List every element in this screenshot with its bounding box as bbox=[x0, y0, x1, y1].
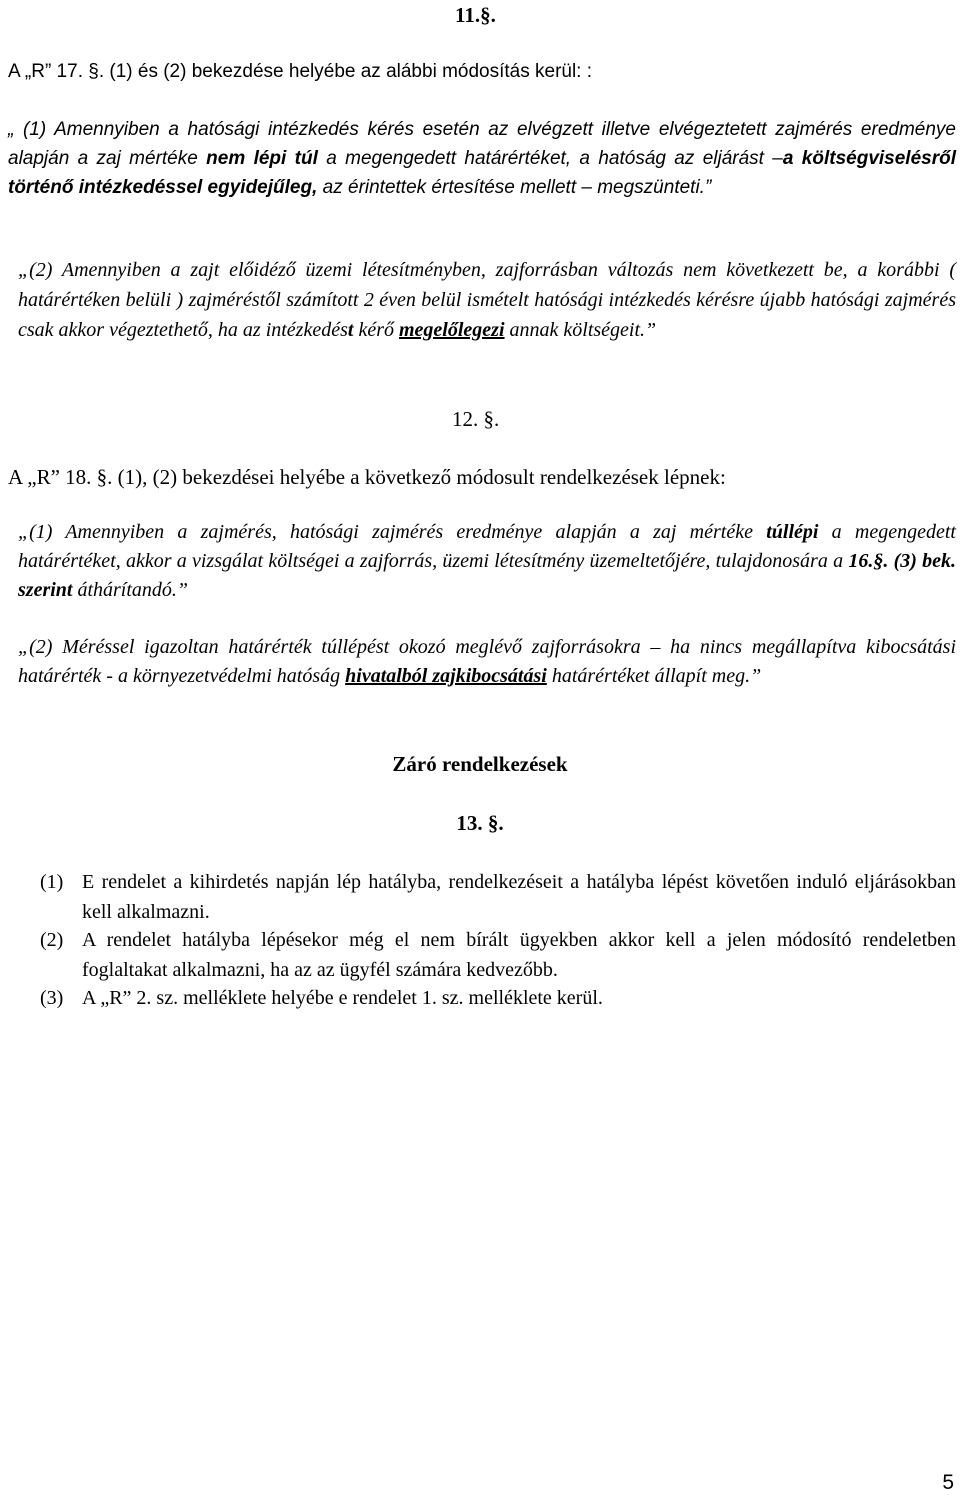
list-item-text: E rendelet a kihirdetés napján lép hatályba, rendelkezéseit a hatályba lépést követően induló eljárásokban kell alkalmazni. bbox=[82, 871, 956, 923]
list-item bbox=[40, 983, 956, 1013]
amendment-2-paragraph-1: „(1) Amennyiben a zajmérés, hatósági zajmérés eredménye alapján a zaj mértéke túllépi a megengedett határértéket, akkor a vizsgálat költségei a zajforrás, üzemi létesítmény üzemeltetőjére, tulajdonosára a 16.§. (3) bek. szerint áthárítandó.” bbox=[18, 521, 957, 601]
amendment-2-intro: A „R” 18. §. (1), (2) bekezdései helyébe a következő módosult rendelkezések lépnek: bbox=[8, 465, 726, 489]
list-item bbox=[40, 867, 956, 927]
amendment-2-paragraph-2: „(2) Méréssel igazoltan határérték túllépést okozó meglévő zajforrásokra – ha nincs megállapítva kibocsátási határérték - a környezetvédelmi hatóság hivatalból zajkibocsátási határértéket állapít meg.” bbox=[18, 636, 956, 687]
closing-provisions-title: Záró rendelkezések bbox=[392, 752, 568, 776]
list-item bbox=[40, 925, 956, 985]
list-item-text: A rendelet hatályba lépésekor még el nem bírált ügyekben akkor kell a jelen módosító rendeletben foglaltakat alkalmazni, ha az az ügyfél számára kedvezőbb. bbox=[82, 929, 956, 981]
section-13-heading: 13. §. bbox=[456, 811, 504, 835]
section-11-heading: 11.§. bbox=[455, 3, 496, 27]
amendment-1-paragraph-1: „ (1) Amennyiben a hatósági intézkedés kérés esetén az elvégzett illetve elvégeztetett zajmérés eredménye alapján a zaj mértéke nem lépi túl a megengedett határértéket, a hatóság az eljárást –a költségviselésről történő intézkedéssel egyidejűleg, az érintettek értesítése mellett – megszünteti.” bbox=[8, 119, 956, 198]
section-12-heading: 12. §. bbox=[452, 407, 500, 431]
page-number: 5 bbox=[942, 1471, 954, 1494]
amendment-1-intro: A „R” 17. §. (1) és (2) bekezdése helyébe az alábbi módosítás kerül: : bbox=[8, 61, 593, 82]
list-item-number: (2) bbox=[40, 929, 64, 951]
list-item-number: (3) bbox=[40, 987, 64, 1009]
list-item-text: A „R” 2. sz. melléklete helyébe e rendelet 1. sz. melléklete kerül. bbox=[82, 987, 603, 1009]
amendment-1-paragraph-2: „(2) Amennyiben a zajt előidéző üzemi létesítményben, zajforrásban változás nem következett be, a korábbi ( határértéken belüli ) zajméréstől számított 2 éven belül ismételt hatósági intézkedés kérésre újabb hatósági zajmérés csak akkor végeztethető, ha az intézkedést kérő megelőlegezi annak költségeit.” bbox=[18, 259, 956, 341]
list-item-number: (1) bbox=[40, 871, 64, 893]
